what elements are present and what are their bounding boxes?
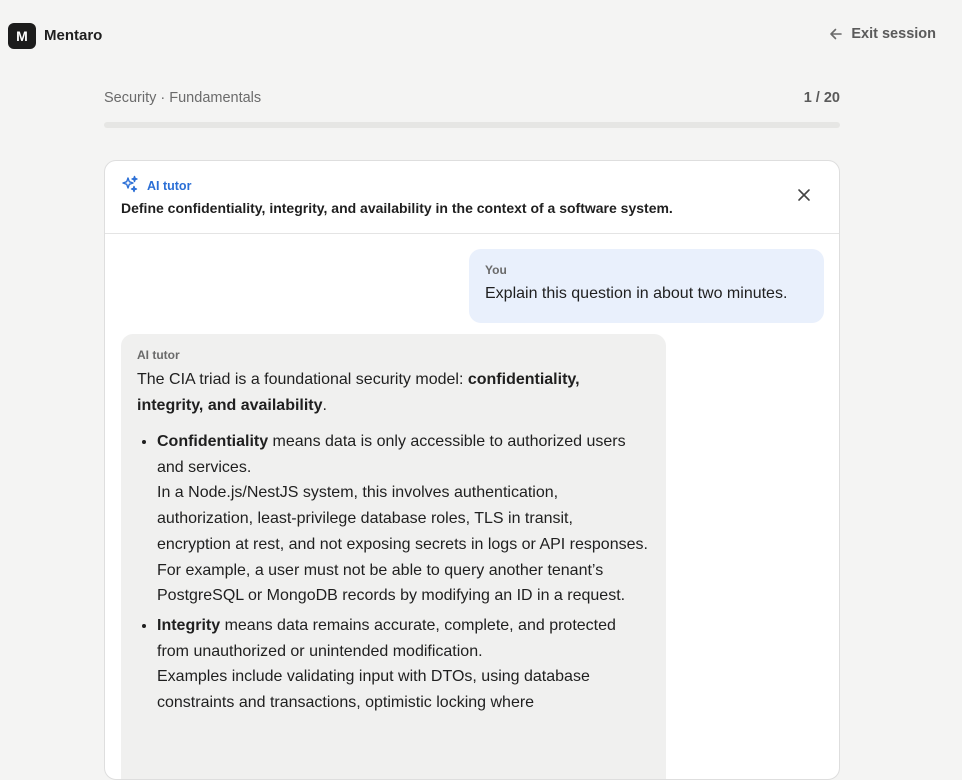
tutor-tag-label: AI tutor [147, 178, 192, 193]
list-item-detail: Examples include validating input with DTOs, using database constraints and transactions, optimistic locking where [157, 668, 590, 712]
tutor-panel-header [105, 161, 839, 234]
app-logo[interactable]: M [8, 23, 36, 49]
breadcrumb: Security · Fundamentals [104, 90, 262, 106]
ai-message [121, 334, 666, 780]
user-message [469, 249, 824, 323]
list-item [157, 429, 650, 609]
list-item-detail: In a Node.js/NestJS system, this involves authentication, authorization, least-privilege database roles, TLS in transit, encryption at rest, and not exposing secrets in logs or API responses. For example, a user must not be able to query another tenant’s PostgreSQL or MongoDB records by modifying an ID in a request. [157, 484, 648, 605]
question-counter: 1 / 20 [803, 90, 840, 106]
exit-session-label: Exit session [851, 26, 936, 42]
question-text: Define confidentiality, integrity, and availability in the context of a software system. [121, 200, 673, 216]
ai-message-author: AI tutor [137, 348, 180, 362]
list-item-term: Integrity [157, 616, 221, 634]
ai-intro-end: . [322, 397, 327, 414]
top-bar [0, 0, 962, 72]
sparkles-icon [121, 175, 139, 196]
user-message-text: Explain this question in about two minutes. [485, 285, 788, 302]
ai-intro-text: The CIA triad is a foundational security model: [137, 371, 468, 388]
close-icon[interactable] [795, 186, 813, 204]
progress-bar [104, 122, 840, 128]
user-message-author: You [485, 263, 507, 277]
tutor-panel [104, 160, 840, 780]
tutor-tag [121, 175, 191, 196]
list-item-term: Confidentiality [157, 433, 269, 450]
ai-message-intro [137, 367, 650, 419]
ai-message-list [137, 429, 650, 716]
ai-intro-emphasis: confidentiality, integrity, and availability [137, 371, 580, 414]
app-name: Mentaro [44, 27, 103, 44]
session-header [104, 90, 840, 106]
list-item-definition: means data remains accurate, complete, and protected from unauthorized or unintended modification. [157, 616, 616, 660]
arrow-left-icon [829, 27, 843, 41]
list-item-definition: means data is only accessible to authorized users and services. [157, 433, 626, 476]
list-item [157, 613, 650, 716]
exit-session-button[interactable] [829, 26, 936, 42]
